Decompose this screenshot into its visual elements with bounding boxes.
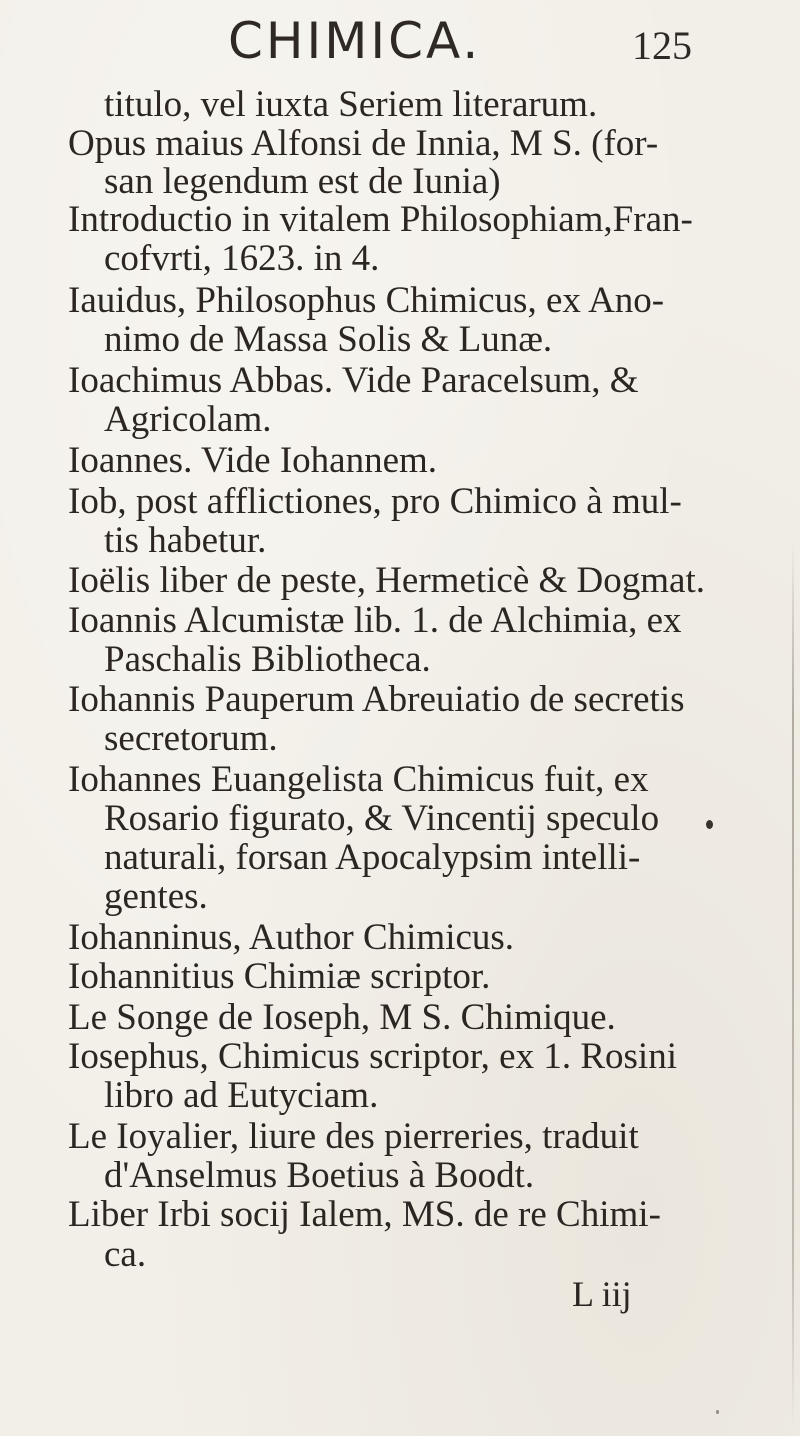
text-line: Iohanninus, Author Chimicus. <box>68 917 515 958</box>
text-line: tis habetur. <box>104 520 267 561</box>
text-line: Ioannes. Vide Iohannem. <box>68 440 438 481</box>
text-line: Iohannes Euangelista Chimicus fuit, ex <box>68 759 649 800</box>
text-line: Iohannis Pauperum Abreuiatio de secretis <box>68 679 685 720</box>
text-line: san legendum est de Iunia) <box>104 161 501 202</box>
text-line: Iob, post afflictiones, pro Chimico à mul- <box>68 481 682 522</box>
text-line: libro ad Eutyciam. <box>104 1075 379 1116</box>
signature-mark: L iij <box>572 1274 632 1314</box>
text-line: Iosephus, Chimicus scriptor, ex 1. Rosini <box>68 1036 677 1077</box>
text-line: nimo de Massa Solis & Lunæ. <box>104 319 553 360</box>
text-line: Le Songe de Ioseph, M S. Chimique. <box>68 997 616 1038</box>
text-line: Paschalis Bibliotheca. <box>104 639 431 680</box>
text-line: Ioannis Alcumistæ lib. 1. de Alchimia, ex <box>68 600 682 641</box>
text-line: Le Ioyalier, liure des pierreries, traduit <box>68 1116 639 1157</box>
text-line: secretorum. <box>104 718 278 759</box>
text-line: Opus maius Alfonsi de Innia, M S. (for- <box>68 123 659 164</box>
text-line: gentes. <box>104 876 208 917</box>
page-number: 125 <box>632 23 692 68</box>
text-line: Rosario figurato, & Vincentij speculo <box>104 798 660 839</box>
text-line: Agricolam. <box>104 399 272 440</box>
text-line: Iohannitius Chimiæ scriptor. <box>68 956 491 997</box>
ink-speck <box>706 820 713 829</box>
text-line: Liber Irbi socij Ialem, MS. de re Chimi- <box>68 1194 661 1235</box>
text-line: titulo, vel iuxta Seriem literarum. <box>104 84 598 125</box>
text-line: d'Anselmus Boetius à Boodt. <box>104 1155 535 1196</box>
ink-speck <box>716 1410 719 1414</box>
text-line: naturali, forsan Apocalypsim intelli- <box>104 837 641 878</box>
text-line: ca. <box>104 1234 147 1275</box>
text-line: Ioachimus Abbas. Vide Paracelsum, & <box>68 360 639 401</box>
text-line: Iauidus, Philosophus Chimicus, ex Ano- <box>68 280 665 321</box>
running-head: CHIMICA. <box>228 12 482 70</box>
text-line: cofvrti, 1623. in 4. <box>104 238 380 279</box>
text-line: Introductio in vitalem Philosophiam,Fran- <box>68 199 693 240</box>
text-line: Ioëlis liber de peste, Hermeticè & Dogmat. <box>68 560 706 601</box>
